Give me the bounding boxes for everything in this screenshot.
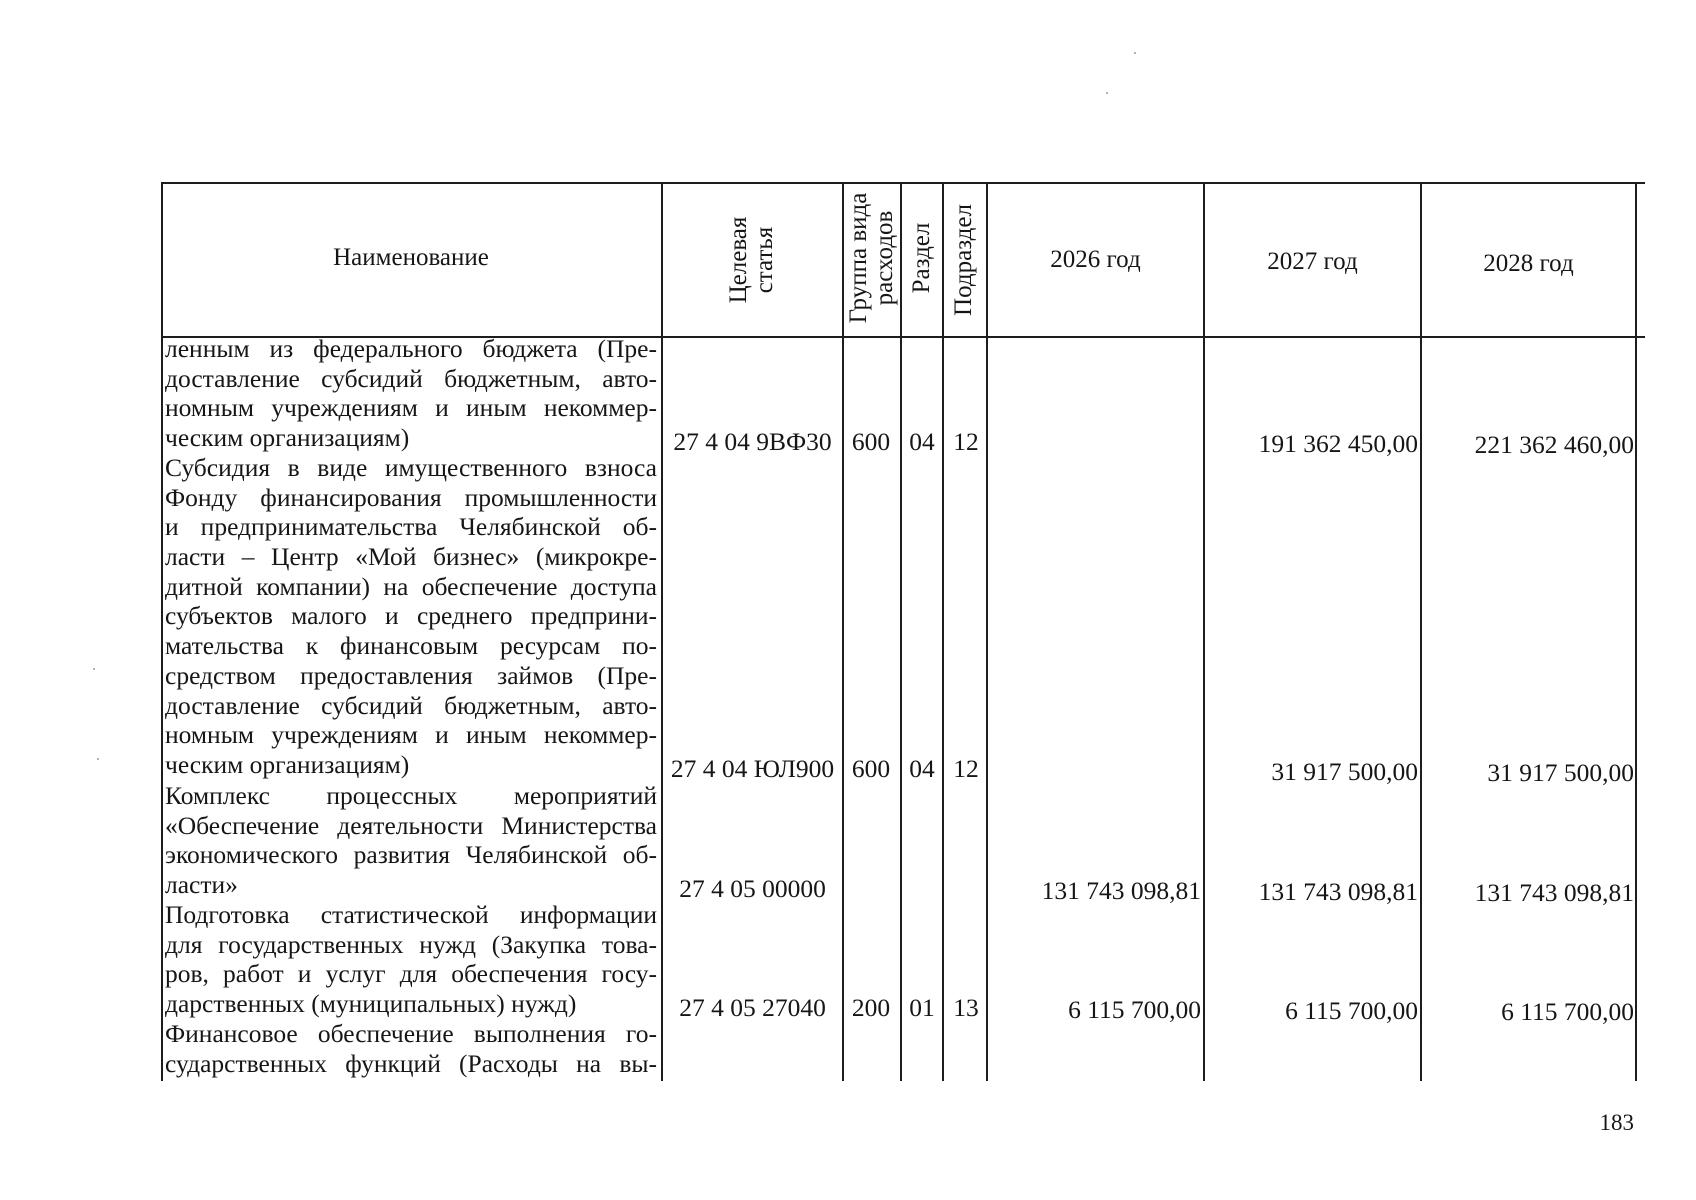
row-2-year-2028: 31 917 500,00 <box>1487 758 1634 787</box>
row-2-name-line-8: средством предоставления займов (Пре- <box>165 660 657 690</box>
row-2-name-line-7: мательства к финансовым ресурсам по- <box>165 631 657 661</box>
row-2-name-line-11: ческим организациям) <box>165 749 410 779</box>
row-1-name-line-4: ческим организациям) <box>165 423 410 453</box>
scan-speck <box>97 758 99 760</box>
row-4-year-2027: 6 115 700,00 <box>1285 996 1418 1025</box>
row-1-year-2028: 221 362 460,00 <box>1474 430 1634 459</box>
header-expense-group-line1: Группа вида <box>845 192 872 324</box>
row-1-group: 600 <box>851 427 891 456</box>
header-section: Раздел <box>908 222 935 294</box>
col-divider-2026 <box>1203 182 1205 1081</box>
col-divider-group <box>900 182 902 1081</box>
row-3-name-line-3: экономического развития Челябинской об- <box>165 840 657 870</box>
col-divider-section <box>942 182 944 1081</box>
col-divider-code <box>842 182 844 1081</box>
row-3-year-2028: 131 743 098,81 <box>1474 878 1634 907</box>
row-2-section: 04 <box>909 754 935 783</box>
header-subsection: Подраздел <box>950 204 977 316</box>
header-year-2026: 2026 год <box>1050 246 1141 273</box>
row-1-subsection: 12 <box>953 427 979 456</box>
table-row-3-name <box>165 781 657 900</box>
row-2-name-line-6: субъектов малого и среднего предприни- <box>165 601 657 631</box>
header-target-article <box>726 217 778 304</box>
row-2-name-line-4: ласти – Центр «Мой бизнес» (микрокре- <box>165 542 657 572</box>
row-3-name-line-1: Комплекс процессных мероприятий <box>165 781 657 810</box>
row-3-year-2026: 131 743 098,81 <box>1041 876 1201 905</box>
col-divider-name <box>661 182 663 1081</box>
row-1-year-2027: 191 362 450,00 <box>1258 429 1418 458</box>
row-2-name-line-10: номным учреждениям и иным некоммер- <box>165 720 657 750</box>
table-right-border <box>1635 182 1637 1081</box>
row-4-name-line-1: Подготовка статистической информации <box>165 900 657 929</box>
header-expense-group-line2: расходов <box>871 210 898 306</box>
row-4-name-line-3: ров, работ и услуг для обеспечения госу- <box>165 959 657 989</box>
row-3-code: 27 4 05 00000 <box>679 874 826 903</box>
row-5-name-line-1: Финансовое обеспечение выполнения го- <box>165 1019 657 1048</box>
row-1-code: 27 4 04 9ВФ30 <box>673 427 832 456</box>
row-3-year-2027: 131 743 098,81 <box>1258 877 1418 906</box>
table-top-border <box>161 182 1645 184</box>
row-2-name-line-1: Субсидия в виде имущественного взноса <box>165 453 657 482</box>
scan-speck <box>93 668 95 670</box>
row-1-name-line-1: ленным из федерального бюджета (Пре- <box>165 334 657 363</box>
row-4-name-line-2: для государственных нужд (Закупка това- <box>165 929 657 959</box>
scan-speck <box>1134 52 1136 54</box>
table-row-4-name <box>165 900 657 1019</box>
scan-speck <box>1106 92 1108 94</box>
row-2-name-line-5: дитной компании) на обеспечение доступа <box>165 571 657 601</box>
row-1-name-line-3: номным учреждениям и иным некоммер- <box>165 393 657 423</box>
table-row-5-name <box>165 1019 657 1078</box>
page-number: 183 <box>1599 1110 1634 1135</box>
row-2-name-line-9: доставление субсидий бюджетным, авто- <box>165 690 657 720</box>
row-3-name-line-4: ласти» <box>165 870 238 900</box>
col-divider-2027 <box>1420 182 1422 1081</box>
header-name: Наименование <box>333 244 489 271</box>
col-divider-subsection <box>986 182 988 1081</box>
table-row-2-name <box>165 453 657 780</box>
row-4-subsection: 13 <box>953 993 979 1022</box>
row-2-group: 600 <box>851 754 891 783</box>
header-target-article-line2: статья <box>751 226 778 294</box>
header-target-article-line1: Целевая <box>725 216 752 304</box>
row-2-year-2027: 31 917 500,00 <box>1271 757 1418 786</box>
row-4-code: 27 4 05 27040 <box>679 993 826 1022</box>
header-year-2027: 2027 год <box>1267 248 1358 275</box>
row-4-section: 01 <box>909 993 935 1022</box>
row-2-code: 27 4 04 ЮЛ900 <box>670 754 835 783</box>
header-expense-group <box>846 193 898 324</box>
row-4-year-2026: 6 115 700,00 <box>1068 995 1201 1024</box>
table-left-border <box>161 182 163 1081</box>
row-4-year-2028: 6 115 700,00 <box>1501 997 1634 1026</box>
row-4-group: 200 <box>851 993 891 1022</box>
header-year-2028: 2028 год <box>1483 250 1574 277</box>
row-1-name-line-2: доставление субсидий бюджетным, авто- <box>165 363 657 393</box>
row-2-name-line-3: и предпринимательства Челябинской об- <box>165 512 657 542</box>
row-5-name-line-2: сударственных функций (Расходы на вы- <box>165 1048 657 1078</box>
table-row-1-name <box>165 334 657 453</box>
row-3-name-line-2: «Обеспечение деятельности Министерства <box>165 810 657 840</box>
row-4-name-line-4: дарственных (муниципальных) нужд) <box>165 989 577 1019</box>
row-2-subsection: 12 <box>953 754 979 783</box>
row-2-name-line-2: Фонду финансирования промышленности <box>165 482 657 512</box>
row-1-section: 04 <box>909 427 935 456</box>
